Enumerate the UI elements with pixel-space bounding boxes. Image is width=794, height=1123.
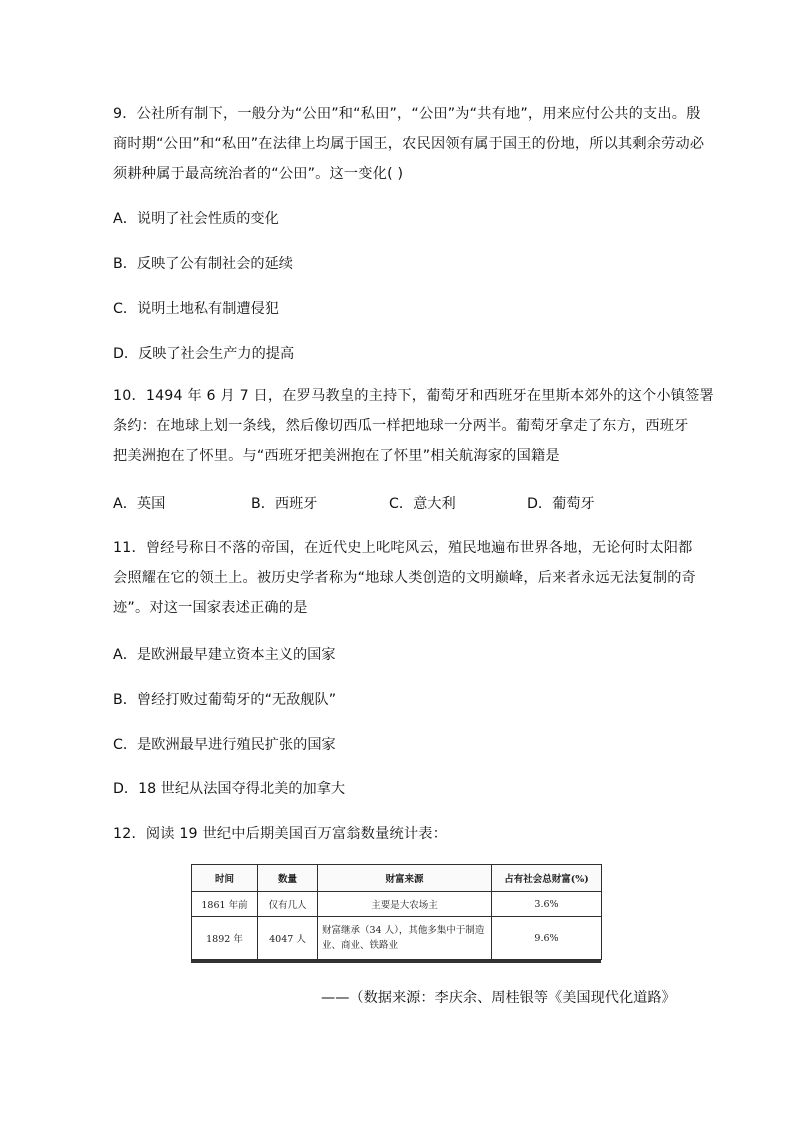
q11-option-a: A．是欧洲最早建立资本主义的国家 <box>113 647 336 663</box>
table-cell: 1892 年 <box>192 917 258 960</box>
table-bottom-edge <box>191 960 601 963</box>
q11-stem-line-1: 11．曾经号称日不落的帝国，在近代史上叱咤风云，殖民地遍布世界各地，无论何时太阳都 <box>113 540 693 556</box>
q11-option-c: C．是欧洲最早进行殖民扩张的国家 <box>113 737 336 753</box>
q11-stem-line-2: 会照耀在它的领土上。被历史学者称为“地球人类创造的文明巅峰，后来者永远无法复制的奇 <box>113 570 697 586</box>
q9-stem-line-1: 9．公社所有制下，一般分为“公田”和“私田”，“公田”为“共有地”，用来应付公共的支出。殷 <box>113 106 701 122</box>
table-cell: 3.6% <box>492 892 602 917</box>
q11-stem-line-3: 迹”。对这一国家表述正确的是 <box>113 600 308 616</box>
q10-option-a: A．英国 <box>113 496 166 512</box>
q11-option-b: B．曾经打败过葡萄牙的“无敌舰队” <box>113 692 337 708</box>
q11-option-d: D．18 世纪从法国夺得北美的加拿大 <box>113 781 346 797</box>
q10-stem-line-1: 10．1494 年 6 月 7 日，在罗马教皇的主持下，葡萄牙和西班牙在里斯本郊外的这个小镇签署 <box>113 388 714 404</box>
q10-option-d: D．葡萄牙 <box>527 496 595 512</box>
table-cell: 财富继承（34 人），其他多集中于制造业、商业、铁路业 <box>318 917 492 960</box>
table-cell: 9.6% <box>492 917 602 960</box>
q10-option-c: C．意大利 <box>389 496 456 512</box>
table-cell: 1861 年前 <box>192 892 258 917</box>
q9-option-a: A．说明了社会性质的变化 <box>113 211 279 227</box>
table-cell: 仅有几人 <box>258 892 318 917</box>
q9-stem-line-2: 商时期“公田”和“私田”在法律上均属于国王，农民因领有属于国王的份地，所以其剩余劳动必 <box>113 136 705 152</box>
q10-option-b: B．西班牙 <box>251 496 318 512</box>
table-header-wealth-source: 财富来源 <box>318 865 492 892</box>
table-row <box>192 892 602 917</box>
q9-stem-line-3: 须耕种属于最高统治者的“公田”。这一变化( ) <box>113 166 404 182</box>
table-header-count: 数量 <box>258 865 318 892</box>
millionaire-stats-table-image <box>191 864 601 962</box>
q9-option-b: B．反映了公有制社会的延续 <box>113 256 293 272</box>
q9-option-d: D．反映了社会生产力的提高 <box>113 346 295 362</box>
q9-option-c: C．说明土地私有制遭侵犯 <box>113 301 279 317</box>
q10-stem-line-2: 条约：在地球上划一条线，然后像切西瓜一样把地球一分两半。葡萄牙拿走了东方，西班牙 <box>113 418 689 434</box>
q10-stem-line-3: 把美洲抱在了怀里。与“西班牙把美洲抱在了怀里”相关航海家的国籍是 <box>113 448 560 464</box>
millionaire-stats-table <box>191 864 602 960</box>
table-header-wealth-share: 占有社会总财富(%) <box>492 865 602 892</box>
q12-stem-line-1: 12．阅读 19 世纪中后期美国百万富翁数量统计表： <box>113 826 448 842</box>
table-cell: 主要是大农场主 <box>318 892 492 917</box>
table-cell: 4047 人 <box>258 917 318 960</box>
table-row <box>192 917 602 960</box>
q12-data-source: ——（数据来源：李庆余、周桂银等《美国现代化道路》 <box>321 990 676 1006</box>
table-header-time: 时间 <box>192 865 258 892</box>
